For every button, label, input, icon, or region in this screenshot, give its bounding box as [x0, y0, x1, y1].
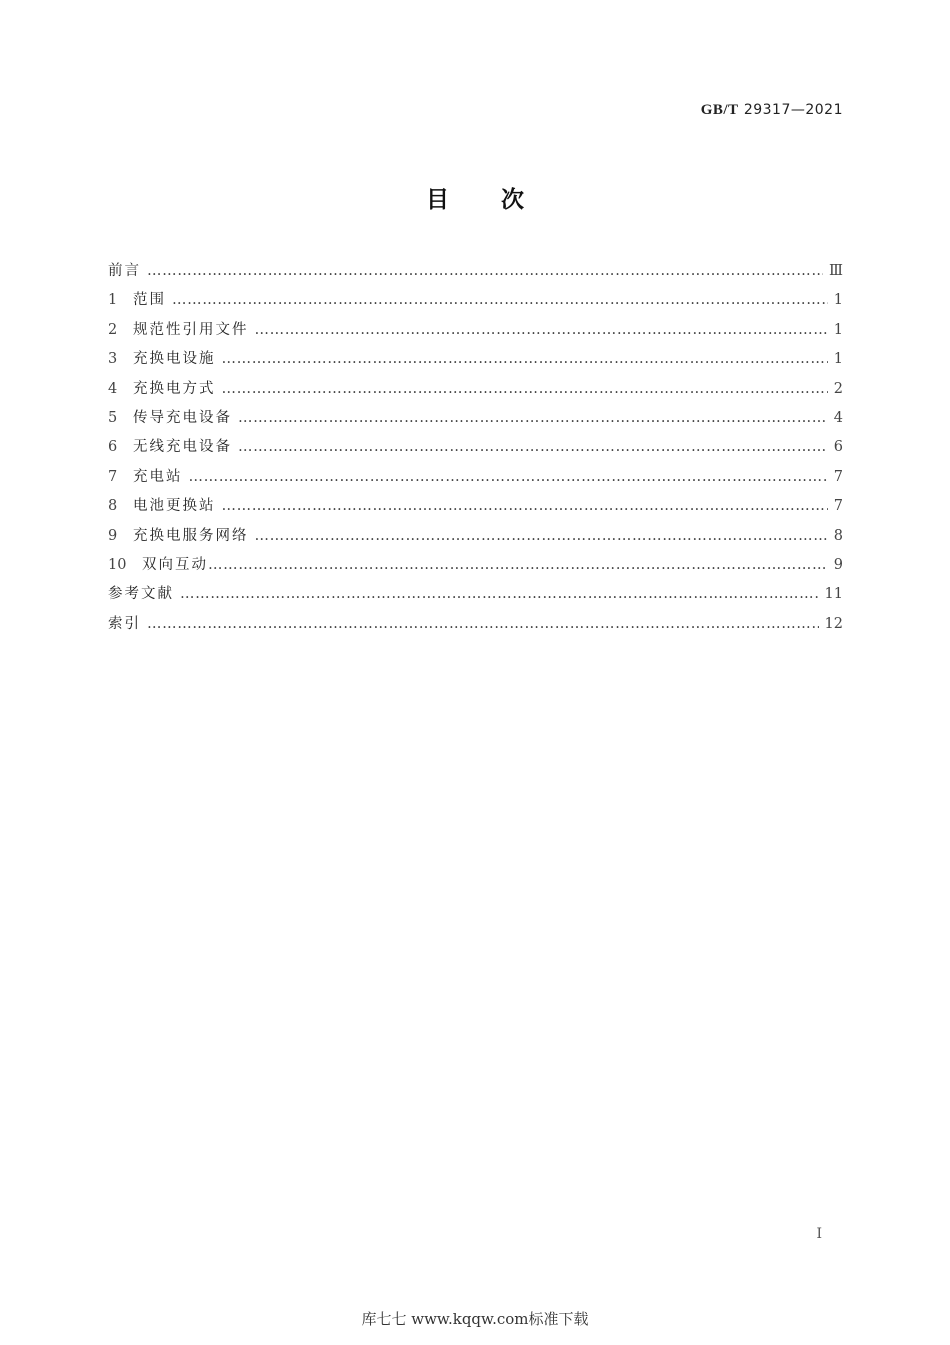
toc-leader-dots	[147, 263, 823, 279]
toc-leader-dots	[222, 498, 828, 514]
toc-entry-page: 6	[833, 439, 843, 456]
toc-entry-number: 1	[108, 292, 118, 309]
toc-entry-label: 参考文献	[108, 586, 174, 603]
toc-entry-foreword[interactable]	[108, 259, 843, 288]
toc-entry-7[interactable]	[108, 465, 843, 494]
toc-entry-label: 电池更换站	[133, 498, 216, 515]
toc-entry-number: 4	[108, 380, 118, 397]
toc-entry-page: 7	[833, 498, 843, 515]
page-title: 目次	[426, 187, 576, 213]
footer-watermark: 库七七 www.kqqw.com标准下载	[361, 1310, 589, 1328]
toc-entry-label: 双向互动	[142, 556, 208, 573]
toc-entry-page: 9	[833, 556, 843, 573]
toc-entry-page: 8	[833, 527, 843, 544]
toc-entry-number: 5	[108, 409, 118, 426]
toc-entry-1[interactable]	[108, 288, 843, 317]
toc-entry-label: 传导充电设备	[133, 409, 232, 426]
toc-entry-label: 无线充电设备	[133, 439, 232, 456]
toc-entry-label: 充换电方式	[133, 380, 216, 397]
toc-entry-label: 前言	[108, 263, 141, 279]
toc-entry-page: 12	[824, 615, 843, 632]
toc-entry-references[interactable]	[108, 582, 843, 611]
toc-entry-page: 7	[833, 468, 843, 485]
toc-leader-dots	[208, 557, 828, 573]
toc-entry-number: 6	[108, 439, 118, 456]
toc-entry-number: 8	[108, 498, 118, 515]
toc-entry-3[interactable]	[108, 347, 843, 376]
toc-leader-dots	[238, 439, 828, 455]
toc-leader-dots	[180, 586, 819, 602]
toc-entry-label: 充换电设施	[133, 351, 216, 368]
page-number: I	[816, 1226, 822, 1242]
toc-entry-number: 2	[108, 321, 118, 338]
toc-entry-4[interactable]	[108, 377, 843, 406]
toc-entry-number: 10	[108, 556, 127, 573]
toc-leader-dots	[172, 292, 828, 308]
toc-entry-page: 1	[833, 321, 843, 338]
toc-entry-label: 范围	[133, 292, 166, 309]
toc-entry-8[interactable]	[108, 494, 843, 523]
toc-entry-page: 4	[833, 409, 843, 426]
table-of-contents	[108, 259, 843, 641]
toc-entry-2[interactable]	[108, 318, 843, 347]
toc-entry-label: 充换电服务网络	[133, 527, 249, 544]
standard-number: 29317—2021	[743, 102, 843, 118]
toc-entry-number: 3	[108, 351, 118, 368]
toc-leader-dots	[238, 410, 828, 426]
toc-entry-5[interactable]	[108, 406, 843, 435]
toc-leader-dots	[222, 381, 828, 397]
toc-entry-page: Ⅲ	[829, 263, 843, 279]
toc-entry-6[interactable]	[108, 435, 843, 464]
toc-entry-label: 索引	[108, 615, 141, 632]
toc-leader-dots	[255, 322, 828, 338]
toc-leader-dots	[189, 469, 828, 485]
toc-entry-page: 1	[833, 292, 843, 309]
standard-prefix: GB/T	[700, 102, 739, 118]
toc-entry-label: 充电站	[133, 468, 183, 485]
standard-code	[701, 100, 843, 119]
toc-entry-page: 2	[833, 380, 843, 397]
toc-leader-dots	[147, 616, 819, 632]
toc-entry-label: 规范性引用文件	[133, 321, 249, 338]
toc-entry-10[interactable]	[108, 553, 843, 582]
toc-entry-9[interactable]	[108, 524, 843, 553]
toc-entry-number: 9	[108, 527, 118, 544]
toc-leader-dots	[255, 528, 828, 544]
toc-entry-index[interactable]	[108, 612, 843, 641]
toc-entry-number: 7	[108, 468, 118, 485]
toc-leader-dots	[222, 351, 828, 367]
toc-entry-page: 1	[833, 351, 843, 368]
toc-entry-page: 11	[824, 586, 843, 603]
